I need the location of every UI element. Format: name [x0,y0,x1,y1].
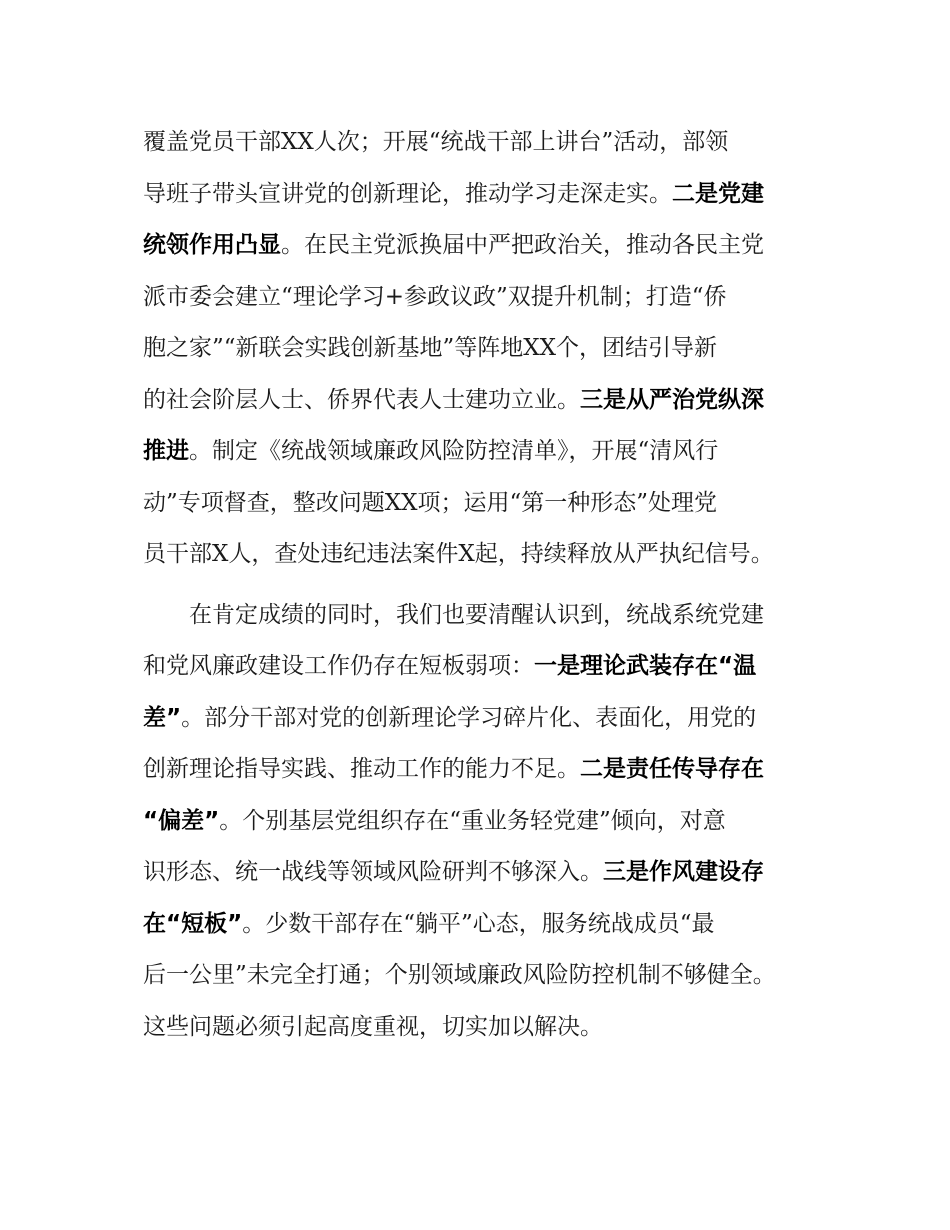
text-line [143,116,728,168]
text-run: 胞之家”“新联会实践创新基地”等阵地XX个，团结引导新 [143,335,718,361]
text-run: 。个别基层党组织存在“重业务轻党建”倾向，对意 [219,808,726,834]
text-run: 。少数干部存在“躺平”心态，服务统战成员“最 [242,911,715,937]
text-run: 的社会阶层人士、侨界代表人士建功立业。 [143,387,580,413]
text-line [143,322,717,374]
text-line [143,949,776,1001]
text-line [143,528,774,580]
bold-heading-run: 二是党建 [672,181,764,207]
text-line [143,425,718,477]
text-line [189,589,764,641]
text-run: 这些问题必须引起高度重视，切实加以解决。 [143,1014,603,1040]
bold-heading-run: 统领作用凸显 [143,232,281,258]
text-run: 创新理论指导实践、推动工作的能力不足。 [143,756,580,782]
text-run: 在肯定成绩的同时，我们也要清醒认识到，统战系统党建 [189,602,764,628]
text-line [143,374,764,426]
text-line [143,219,764,271]
text-line [143,692,756,744]
text-line [143,271,727,323]
bold-heading-run: 推进 [143,438,189,464]
bold-heading-run: 三是从严治党纵深 [580,387,764,413]
text-run: 员干部X人，查处违纪违法案件X起，持续释放从严执纪信号。 [143,541,774,567]
text-run: 动”专项督查，整改问题XX项；运用“第一种形态”处理党 [143,490,718,516]
bold-heading-run: 一是理论武装存在“温 [534,653,757,679]
bold-heading-run: 三是作风建设存 [603,859,764,885]
text-run: 派市委会建立“理论学习+参政议政”双提升机制；打造“侨 [143,284,727,310]
bold-heading-run: 在“短板” [143,911,243,937]
text-run: 识形态、统一战线等领域风险研判不够深入。 [143,859,603,885]
text-run: 后一公里”未完全打通；个别领域廉政风险防控机制不够健全。 [143,962,776,988]
text-run: 。制定《统战领域廉政风险防控清单》，开展“清风行 [189,438,719,464]
text-line [143,846,764,898]
text-run: 和党风廉政建设工作仍存在短板弱项： [143,653,534,679]
text-line [143,640,756,692]
text-line [143,1001,603,1053]
text-run: 导班子带头宣讲党的创新理论，推动学习走深走实。 [143,181,672,207]
text-run: 。在民主党派换届中严把政治关，推动各民主党 [281,232,764,258]
bold-heading-run: 差” [143,705,182,731]
text-line [143,168,764,220]
text-line [143,743,764,795]
bold-heading-run: 二是责任传导存在 [580,756,764,782]
text-run: 覆盖党员干部XX人次；开展“统战干部上讲台”活动，部领 [143,129,729,155]
text-line [143,898,715,950]
bold-heading-run: “偏差” [143,808,220,834]
text-line [143,477,717,529]
text-line [143,795,726,847]
text-run: 。部分干部对党的创新理论学习碎片化、表面化，用党的 [181,705,757,731]
